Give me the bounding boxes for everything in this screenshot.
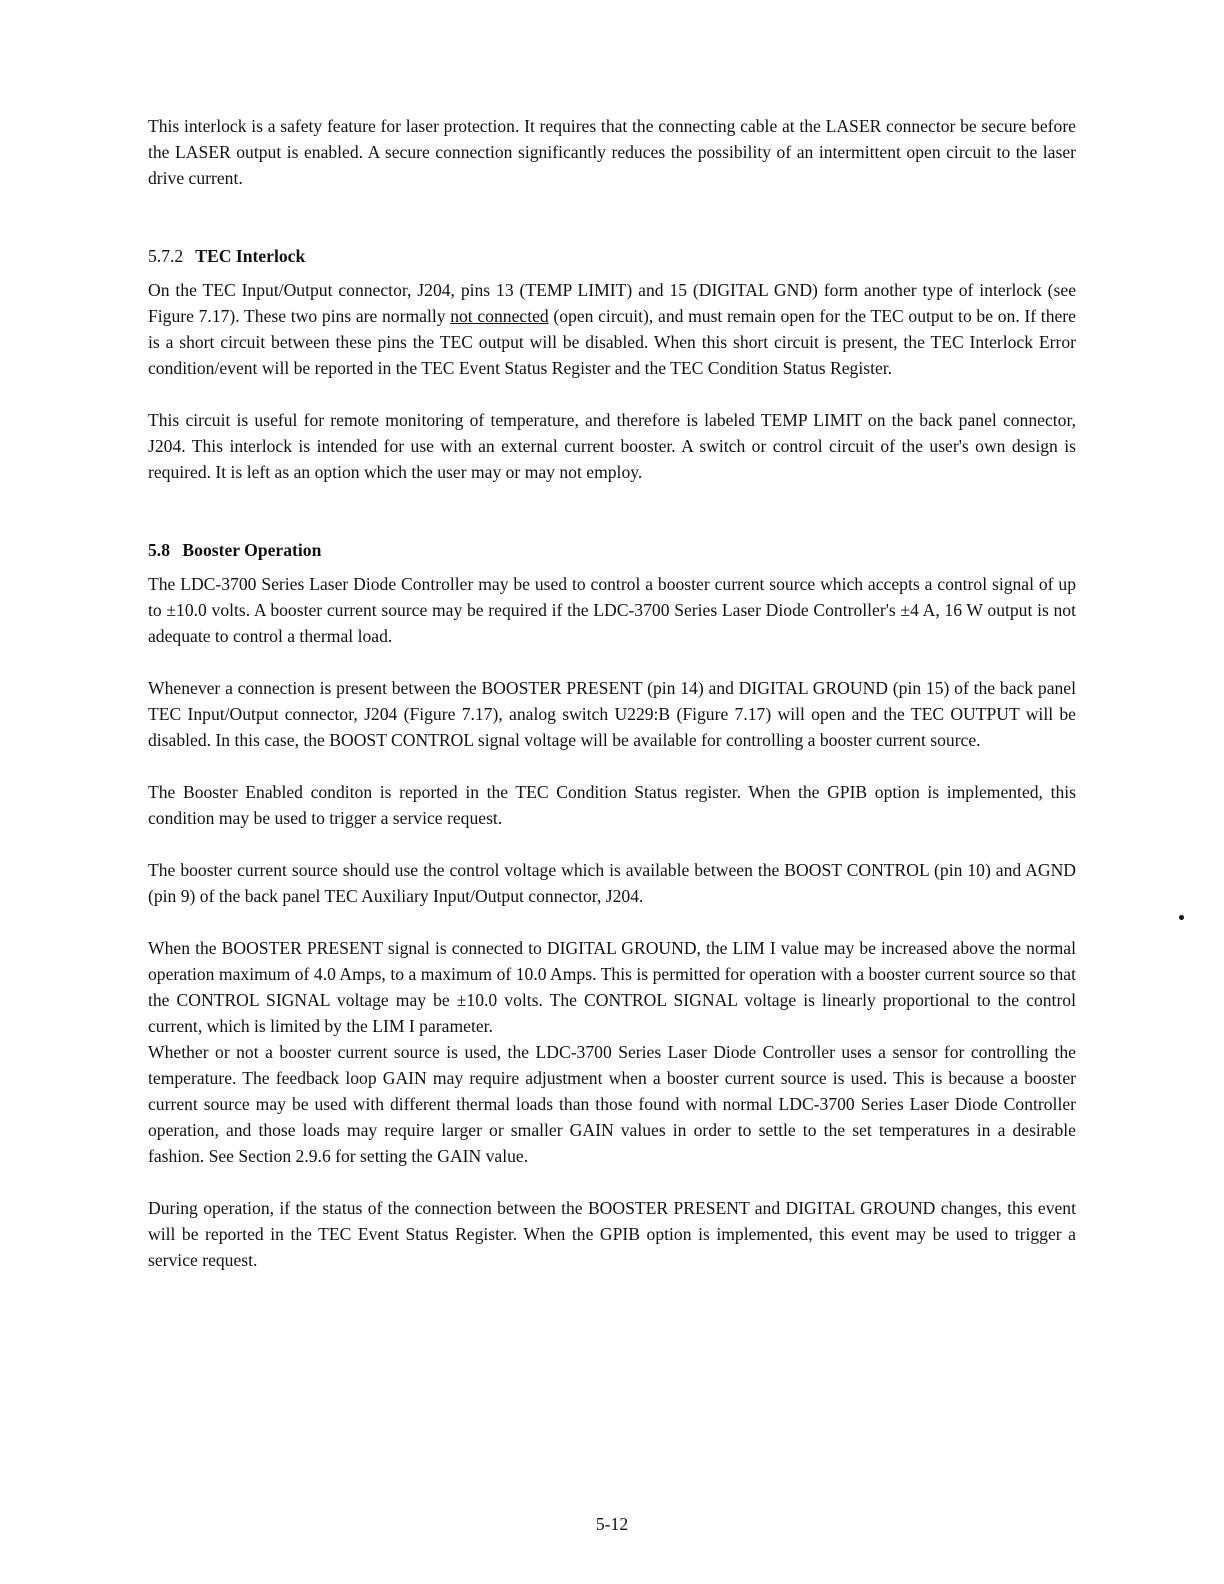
tec-interlock-paragraph-1	[148, 277, 1076, 381]
intro-paragraph: This interlock is a safety feature for laser protection. It requires that the connecting cable at the LASER connector be secure before the LASER output is enabled. A secure connection significantly reduces the possibility of an intermittent open circuit to the laser drive current.	[148, 116, 1076, 188]
booster-paragraph-7: During operation, if the status of the connection between the BOOSTER PRESENT and DIGITAL GROUND changes, this event will be reported in the TEC Event Status Register. When the GPIB option is implemented, this event may be used to trigger a service request.	[148, 1198, 1076, 1270]
scan-speck	[1179, 915, 1184, 920]
booster-paragraph-1: The LDC-3700 Series Laser Diode Controller may be used to control a booster current source which accepts a control signal of up to ±10.0 volts. A booster current source may be required if the LDC-3700 Series Laser Diode Controller's ±4 A, 16 W output is not adequate to control a thermal load.	[148, 574, 1076, 646]
section-title: TEC Interlock	[195, 246, 306, 266]
booster-paragraph-6: Whether or not a booster current source is used, the LDC-3700 Series Laser Diode Controller uses a sensor for controlling the temperature. The feedback loop GAIN may require adjustment when a booster current source is used. This is because a booster current source may be used with different thermal loads than those found with normal LDC-3700 Series Laser Diode Controller operation, and those loads may require larger or smaller GAIN values in order to settle to the set temperatures in a desirable fashion. See Section 2.9.6 for setting the GAIN value.	[148, 1042, 1076, 1166]
section-heading-5-8	[148, 537, 1076, 563]
section-number: 5.7.2	[148, 246, 184, 266]
page-number: 5-12	[595, 1514, 629, 1534]
booster-paragraph-5: When the BOOSTER PRESENT signal is connected to DIGITAL GROUND, the LIM I value may be increased above the normal operation maximum of 4.0 Amps, to a maximum of 10.0 Amps. This is permitted for operation with a booster current source so that the CONTROL SIGNAL voltage may be ±10.0 volts. The CONTROL SIGNAL voltage is linearly proportional to the control current, which is limited by the LIM I parameter.	[148, 938, 1076, 1036]
booster-paragraph-2: Whenever a connection is present between the BOOSTER PRESENT (pin 14) and DIGITAL GROUND (pin 15) of the back panel TEC Input/Output connector, J204 (Figure 7.17), analog switch U229:B (Figure 7.17) will open and the TEC OUTPUT will be disabled. In this case, the BOOST CONTROL signal voltage will be available for controlling a booster current source.	[148, 678, 1076, 750]
text-run: On the TEC Input/Output connector, J204, pins 13 (TEMP LIMIT) and 15 (DIGITAL GND) form another type of interlock (see Figure 7.17). These two pins are normally	[148, 280, 1076, 326]
section-heading-5-7-2	[148, 243, 1076, 269]
document-page	[148, 113, 1076, 1273]
tec-interlock-paragraph-2: This circuit is useful for remote monitoring of temperature, and therefore is labeled TEMP LIMIT on the back panel connector, J204. This interlock is intended for use with an external current booster. A switch or control circuit of the user's own design is required. It is left as an option which the user may or may not employ.	[148, 410, 1076, 482]
underlined-text: not connected	[450, 306, 549, 326]
booster-paragraph-3: The Booster Enabled conditon is reported in the TEC Condition Status register. When the GPIB option is implemented, this condition may be used to trigger a service request.	[148, 782, 1076, 828]
text-run: (open circuit), and must remain open for the TEC output to be on. If there is a short circuit between these pins the TEC output will be disabled. When this short circuit is present, the TEC Interlock Error condition/event will be reported in the TEC Event Status Register and the TEC Condition Status Register.	[148, 306, 1076, 378]
section-title: Booster Operation	[182, 540, 322, 560]
booster-paragraph-4: The booster current source should use the control voltage which is available between the BOOST CONTROL (pin 10) and AGND (pin 9) of the back panel TEC Auxiliary Input/Output connector, J204.	[148, 860, 1076, 906]
section-number: 5.8	[148, 540, 170, 560]
